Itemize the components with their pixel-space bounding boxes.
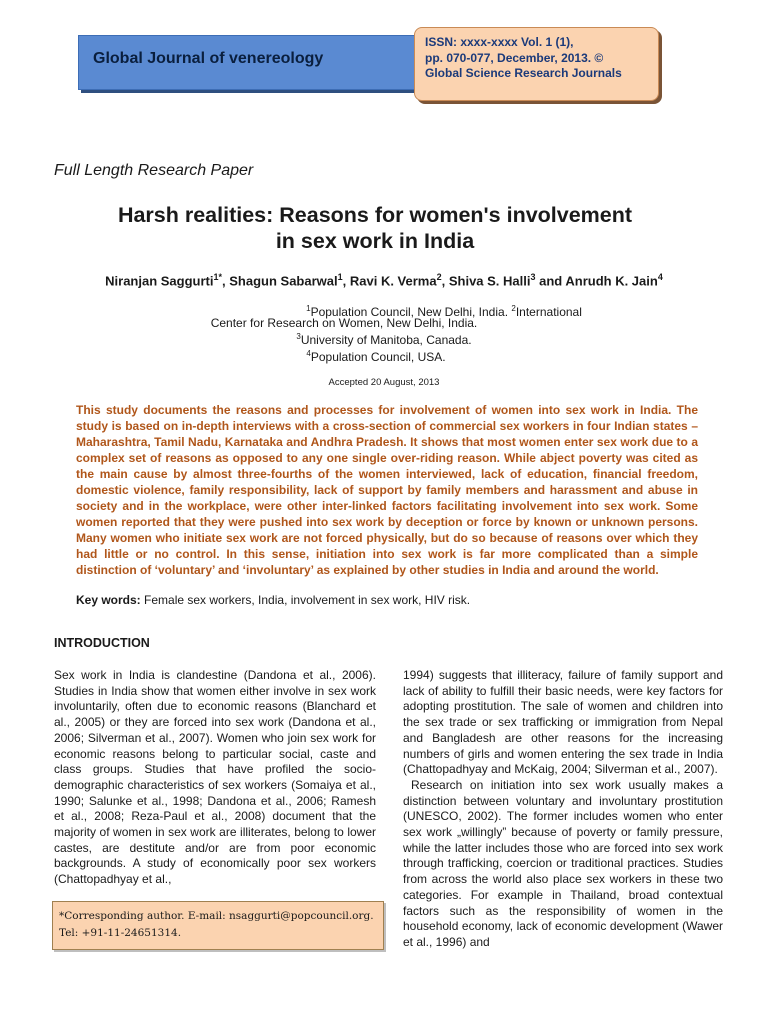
title-line-1: Harsh realities: Reasons for women's involvement — [117, 203, 633, 227]
keywords-text: Female sex workers, India, involvement in sex work, HIV risk. — [140, 593, 471, 607]
author-separator: , — [342, 273, 350, 289]
affil-sup: 2 — [511, 304, 516, 313]
affil-sup: 1 — [306, 304, 311, 313]
affiliation-2-cont: Center for Research on Women, New Delhi, India. — [210, 316, 478, 330]
journal-title: Global Journal of venereology — [93, 50, 324, 67]
paper-type: Full Length Research Paper — [54, 162, 254, 179]
issn-line-2: pp. 070-077, December, 2013. © — [425, 50, 604, 65]
issn-box — [414, 27, 659, 101]
author-name: Ravi K. Verma — [349, 273, 437, 289]
keywords — [76, 593, 470, 607]
corresponding-author-box — [52, 901, 384, 950]
issn-line-3: Global Science Research Journals — [425, 66, 622, 80]
author-affil-sup: 1 — [337, 272, 343, 282]
paragraph: 1994) suggests that illiteracy, failure of family support and lack of ability to fulfill their basic needs, were key factors for adopting prostitution. The sale of women and children into the sex trade or sex trafficking or immigration from Nepal and Bangladesh are other reasons for the increasing numbers of girls and women entering the sex trade in India (Chattopadhyay and McKaig, 2004; Silverman et al., 2007). — [403, 668, 723, 777]
accepted-date: Accepted 20 August, 2013 — [328, 377, 440, 388]
body-column-right — [403, 668, 723, 951]
body-column-left — [54, 668, 376, 888]
journal-banner — [78, 35, 450, 90]
issn-line-1: ISSN: xxxx-xxxx Vol. 1 (1), — [425, 35, 574, 49]
author-list — [40, 272, 728, 288]
author-separator: , — [222, 273, 230, 289]
author-name: Shagun Sabarwal — [229, 273, 338, 289]
affiliation-3 — [0, 330, 768, 348]
author-name: Shiva S. Halli — [448, 273, 531, 289]
corresponding-author-text: *Corresponding author. E-mail: nsaggurti@popcouncil.org. Tel: +91-11-24651314. — [59, 910, 374, 939]
abstract: This study documents the reasons and processes for involvement of women into sex work in India. The study is based on in-depth interviews with a cross-section of commercial sex workers in four Indian states – Maharashtra, Tamil Nadu, Karnataka and Andhra Pradesh. It shows that most women enter sex work due to a complex set of reasons as opposed to any one single over-riding reason. While abject poverty was cited as the main cause by almost three-fourths of the women interviewed, lack of education, financial freedom, domestic violence, family responsibility, lack of support by family members and harassment and abuse in society and in the workplace, were other inter-linked factors facilitating involvement into sex work. Some women reported that they were pushed into sex work by deception or force by known or unknown persons. Many women who initiate sex work are not forced physically, but do so because of reasons over which they had little or no control. In this sense, initiation into sex work is far more complicated than a simple distinction of ‘voluntary’ and ‘involuntary’ as explained by other studies in India and around the world. — [76, 403, 698, 577]
author-affil-sup: 4 — [657, 272, 663, 282]
author-separator: , — [441, 273, 449, 289]
author-name: Anrudh K. Jain — [565, 273, 658, 289]
paragraph: Sex work in India is clandestine (Dandona et al., 2006). Studies in India show that women either involve in sex work involuntarily, often due to economic reasons (Blanchard et al., 2005) or they are forced into sex work (Dandona et al., 2006; Silverman et al., 2007). Women who join sex work for economic reasons belong to particular social, caste and class groups. Studies that have profiled the socio-demographic characteristics of sex workers (Somaiya et al., 1990; Salunke et al., 1998; Dandona et al., 2006; Ramesh et al., 2008; Reza-Paul et al., 2008) document that the majority of women in sex work are illiterates, belong to lower castes, are destitute and/or are from poor economic backgrounds. A study of economically poor sex workers (Chattopadhyay et al., — [54, 668, 376, 887]
affil-sup: 4 — [306, 349, 311, 358]
author-affil-sup: 1* — [213, 272, 223, 282]
affil-text: University of Manitoba, Canada. — [300, 333, 472, 347]
paper-title — [60, 202, 690, 254]
section-heading-introduction: INTRODUCTION — [54, 636, 150, 650]
affil-text: Population Council, New Delhi, India. — [310, 305, 509, 319]
affil-text: International — [515, 305, 582, 319]
author-separator: and — [535, 273, 566, 289]
author-affil-sup: 3 — [530, 272, 536, 282]
affil-sup: 3 — [296, 332, 301, 341]
author-name: Niranjan Saggurti — [105, 273, 214, 289]
affiliation-4 — [0, 347, 760, 365]
title-line-2: in sex work in India — [275, 229, 475, 253]
paragraph: Research on initiation into sex work usually makes a distinction between voluntary and involuntary prostitution (UNESCO, 2002). The former includes women who enter sex work „willingly” because of poverty or family pressure, while the latter includes those who are forced into sex work through trafficking, coercion or traditional practices. Studies from across the world also place sex workers in these two categories. For example in Thailand, broad contextual factors such as the responsibility of women in the household economy, lack of economic development (Wawer et al., 1996) and — [403, 777, 723, 949]
author-affil-sup: 2 — [436, 272, 442, 282]
affil-text: Population Council, USA. — [310, 350, 446, 364]
issn-info — [425, 35, 622, 82]
keywords-label: Key words: — [76, 593, 141, 607]
